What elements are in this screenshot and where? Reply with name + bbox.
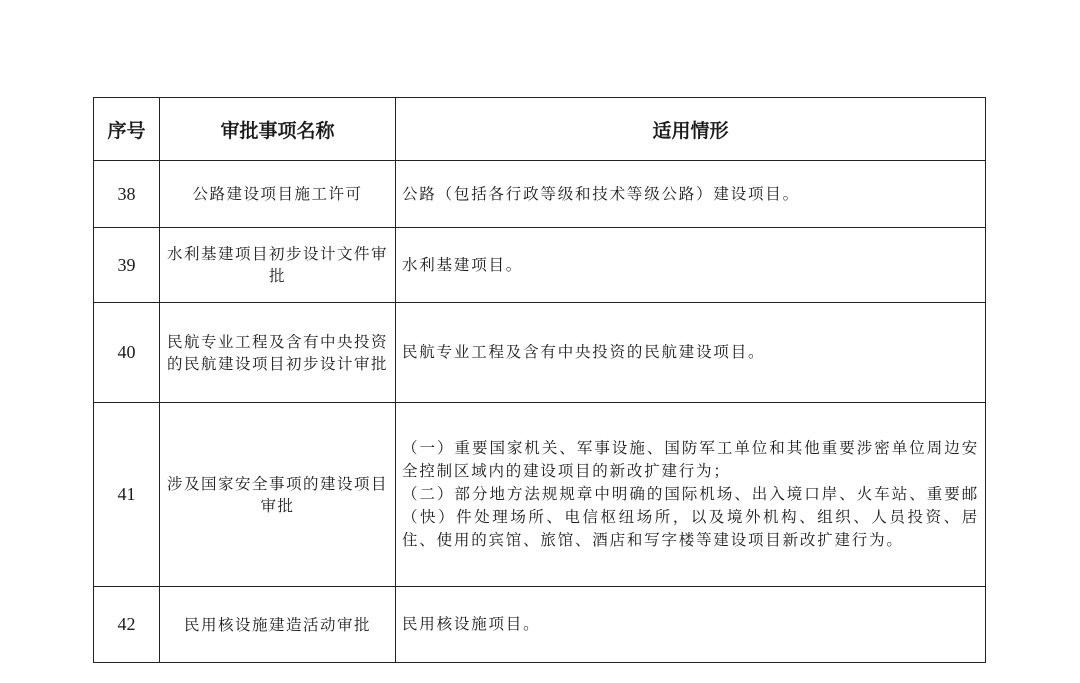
header-no: 序号	[94, 98, 160, 161]
row-number: 41	[94, 403, 160, 587]
applicable-case	[396, 403, 986, 587]
table-row	[94, 303, 986, 403]
header-name: 审批事项名称	[160, 98, 396, 161]
item-name: 水利基建项目初步设计文件审批	[160, 228, 396, 303]
table-header-row	[94, 98, 986, 161]
applicable-case	[396, 303, 986, 403]
table-row	[94, 161, 986, 228]
header-case: 适用情形	[396, 98, 986, 161]
item-name: 民航专业工程及含有中央投资的民航建设项目初步设计审批	[160, 303, 396, 403]
item-name: 涉及国家安全事项的建设项目审批	[160, 403, 396, 587]
row-number: 39	[94, 228, 160, 303]
table-row	[94, 587, 986, 663]
case-text-2: （二）部分地方法规规章中明确的国际机场、出入境口岸、火车站、重要邮（快）件处理场所、电信枢纽场所，以及境外机构、组织、人员投资、居住、使用的宾馆、旅馆、酒店和写字楼等建设项目新改扩建行为。	[402, 485, 979, 549]
row-number: 38	[94, 161, 160, 228]
applicable-case	[396, 587, 986, 663]
approval-items-table	[93, 97, 986, 663]
item-name: 民用核设施建造活动审批	[160, 587, 396, 663]
case-text: 民航专业工程及含有中央投资的民航建设项目。	[402, 343, 766, 361]
case-text-1: （一）重要国家机关、军事设施、国防军工单位和其他重要涉密单位周边安全控制区域内的建设项目的新改扩建行为；	[402, 439, 979, 480]
table-row	[94, 228, 986, 303]
applicable-case	[396, 161, 986, 228]
row-number: 42	[94, 587, 160, 663]
table-row	[94, 403, 986, 587]
item-name: 公路建设项目施工许可	[160, 161, 396, 228]
row-number: 40	[94, 303, 160, 403]
case-text: 民用核设施项目。	[402, 615, 541, 633]
case-text: 水利基建项目。	[402, 255, 524, 274]
applicable-case	[396, 228, 986, 303]
case-text: 公路（包括各行政等级和技术等级公路）建设项目。	[402, 184, 800, 203]
